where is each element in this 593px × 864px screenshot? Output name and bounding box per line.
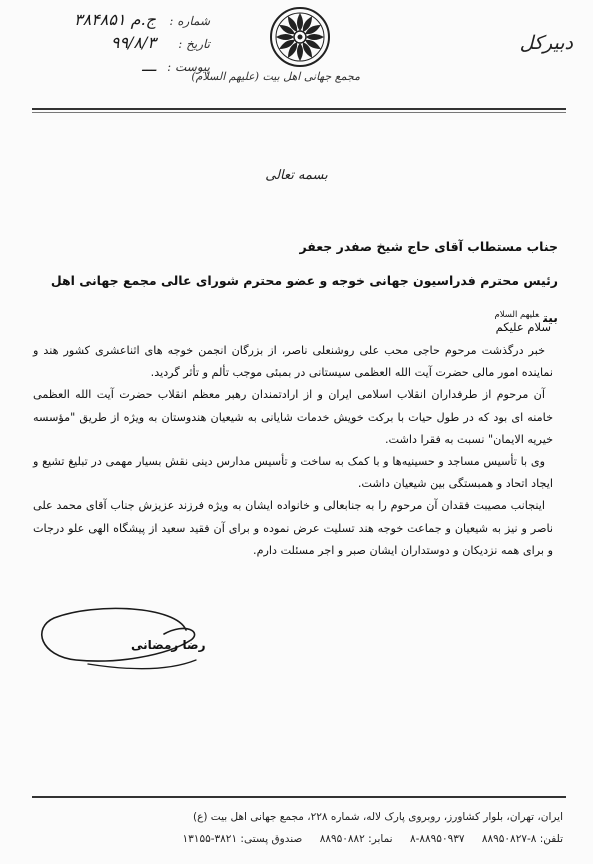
letter-body	[33, 340, 553, 562]
footer-divider	[32, 796, 566, 798]
meta-date-value: ۹۹/۸/۳	[110, 33, 156, 52]
signer-name: رضا رمضانی	[131, 638, 206, 652]
meta-date-row	[60, 33, 210, 56]
footer-phone: تلفن: ۸-۸۸۹۵۰۸۲۷	[481, 833, 563, 845]
meta-number-label: شماره :	[169, 14, 210, 28]
addressee-line-2	[33, 264, 558, 335]
signature-block	[36, 600, 206, 680]
header-divider	[32, 108, 566, 110]
body-paragraph: اینجانب مصیبت فقدان آن مرحوم را به جنابعالی و خانواده ایشان به ویژه فرزند عزیزش جناب آقای محمد علی ناصر و نیز به شیعیان و جماعت خوجه هند تسلیت عرض نموده و برای آن فقید سعید از پیشگاه الهی علو درجات و برای همه نزدیکان و دوستداران ایشان صبر و اجر مسئلت دارم.	[33, 499, 553, 557]
footer-contact	[28, 828, 563, 850]
body-paragraph: آن مرحوم از طرفداران انقلاب اسلامی ایران و از ارادتمندان رهبر معظم انقلاب حضرت آیت الله العظمی خامنه ای بود که در طول حیات با برکت خویش خدمات شایانی به شیعیان هندوستان به ویژه از طریق "مؤسسه خیریه الایمان" نسبت به فقرا داشت.	[33, 388, 553, 446]
meta-attachment-value: ـــ	[141, 56, 156, 75]
footer-fax: نمابر: ۸۸۹۵۰۸۸۲	[319, 833, 393, 845]
invocation: بسمه تعالی	[265, 168, 328, 183]
footer-po-box: صندوق پستی: ۳۸۲۱-۱۳۱۵۵	[182, 833, 303, 845]
footer-phone-2: ۸۸۹۵۰۹۳۷-۸	[409, 833, 465, 845]
letterhead-footer	[28, 806, 563, 850]
meta-number-value: ۳۸۴۸۵۱ ج.م	[74, 10, 156, 29]
footer-address: ایران، تهران، بلوار کشاورز، روبروی پارک لاله، شماره ۲۲۸، مجمع جهانی اهل بیت (ع)	[192, 811, 563, 823]
addressee-line-1: جناب مستطاب آقای حاج شیخ صفدر جعفر	[299, 239, 558, 254]
letter-meta	[60, 10, 210, 79]
meta-attachment-row	[60, 56, 210, 79]
greeting: سلام علیکم	[495, 320, 551, 334]
addressee-block	[33, 230, 558, 335]
meta-attachment-label: پیوست :	[167, 60, 210, 74]
rosette-logo-icon	[269, 6, 331, 68]
meta-date-label: تاریخ :	[178, 37, 210, 51]
body-paragraph: خبر درگذشت مرحوم حاجی محب علی روشنعلی ناصر، از بزرگان انجمن خوجه های اثناعشری کشور هند و نماینده امور مالی حضرت آیت الله العظمی سیستانی در بمبئی موجب تألم و تأثر گردید.	[33, 344, 553, 380]
department-label: دبیرکل	[519, 32, 573, 54]
addressee-title: رئیس محترم فدراسیون جهانی خوجه و عضو محترم شورای عالی مجمع جهانی اهل بیت	[50, 273, 558, 326]
logo-caption: مجمع جهانی اهل بیت (علیهم السلام)	[191, 70, 360, 83]
addressee-honorific: علیهم السلام	[494, 310, 540, 320]
body-paragraph: وی با تأسیس مساجد و حسینیه‌ها و با کمک به ساخت و تأسیس مدارس دینی نقش بسیار مهمی در تبلیغ تشیع و ایجاد اتحاد و همبستگی بین شیعیان داشت.	[33, 455, 553, 491]
meta-number-row	[60, 10, 210, 33]
header-divider-thin	[32, 112, 566, 113]
